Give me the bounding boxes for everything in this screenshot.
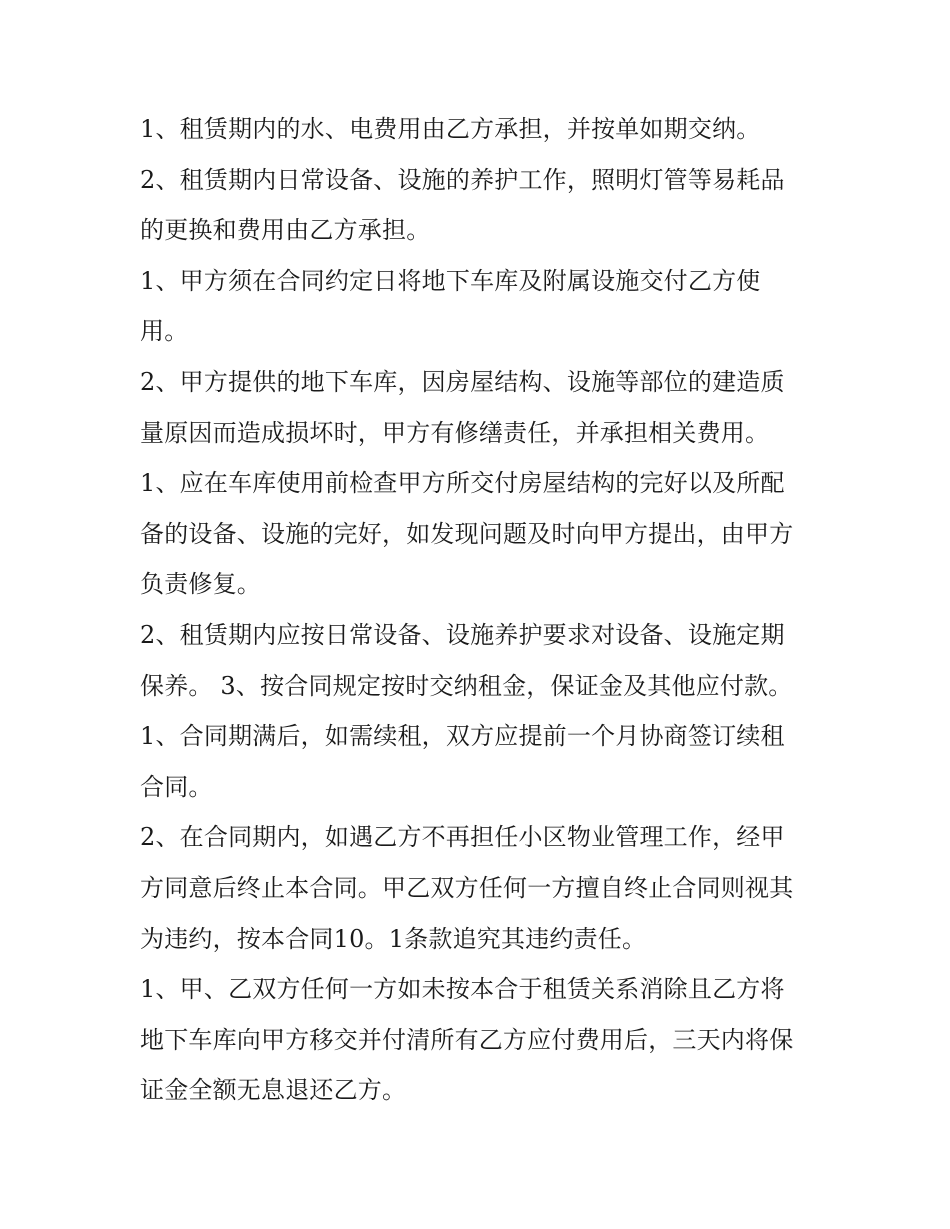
paragraph: [140, 155, 820, 256]
paragraph: [140, 711, 820, 812]
paragraph: [140, 458, 820, 610]
paragraph: [140, 104, 820, 155]
text-line: 1、租赁期内的水、电费用由乙方承担，并按单如期交纳。: [140, 115, 761, 143]
text-line: 负责修复。: [140, 570, 261, 599]
text-line: 证金全额无息退还乙方。: [140, 1076, 407, 1105]
text-line: 1、应在车库使用前检查甲方所交付房屋结构的完好以及所配: [140, 469, 785, 498]
text-line: 合同。: [140, 772, 213, 801]
text-line: 用。: [140, 317, 189, 346]
paragraph: [140, 357, 820, 458]
text-line: 量原因而造成损坏时，甲方有修缮责任，并承担相关费用。: [140, 418, 770, 447]
paragraph: [140, 256, 820, 357]
text-line: 1、甲方须在合同约定日将地下车库及附属设施交付乙方使: [140, 266, 761, 295]
text-line: 2、在合同期内，如遇乙方不再担任小区物业管理工作，经甲: [140, 823, 785, 852]
text-line: 方同意后终止本合同。甲乙双方任何一方擅自终止合同则视其: [140, 873, 794, 902]
text-line: 2、租赁期内应按日常设备、设施养护要求对设备、设施定期: [140, 620, 785, 649]
text-line: 备的设备、设施的完好，如发现问题及时向甲方提出，由甲方: [140, 519, 794, 548]
document-body: [140, 104, 820, 1116]
paragraph: [140, 812, 820, 964]
text-line: 的更换和费用由乙方承担。: [140, 216, 431, 245]
text-line: 2、甲方提供的地下车库，因房屋结构、设施等部位的建造质: [140, 367, 785, 396]
text-line: 保养。 3、按合同规定按时交纳租金，保证金及其他应付款。: [140, 671, 793, 700]
text-line: 为违约，按本合同10。1条款追究其违约责任。: [140, 924, 647, 953]
paragraph: [140, 610, 820, 711]
text-line: 1、甲、乙双方任何一方如未按本合于租赁关系消除且乙方将: [140, 975, 785, 1004]
text-line: 1、合同期满后，如需续租，双方应提前一个月协商签订续租: [140, 722, 785, 751]
text-line: 地下车库向甲方移交并付清所有乙方应付费用后，三天内将保: [140, 1025, 794, 1054]
text-line: 2、租赁期内日常设备、设施的养护工作，照明灯管等易耗品: [140, 165, 785, 194]
paragraph: [140, 964, 820, 1116]
